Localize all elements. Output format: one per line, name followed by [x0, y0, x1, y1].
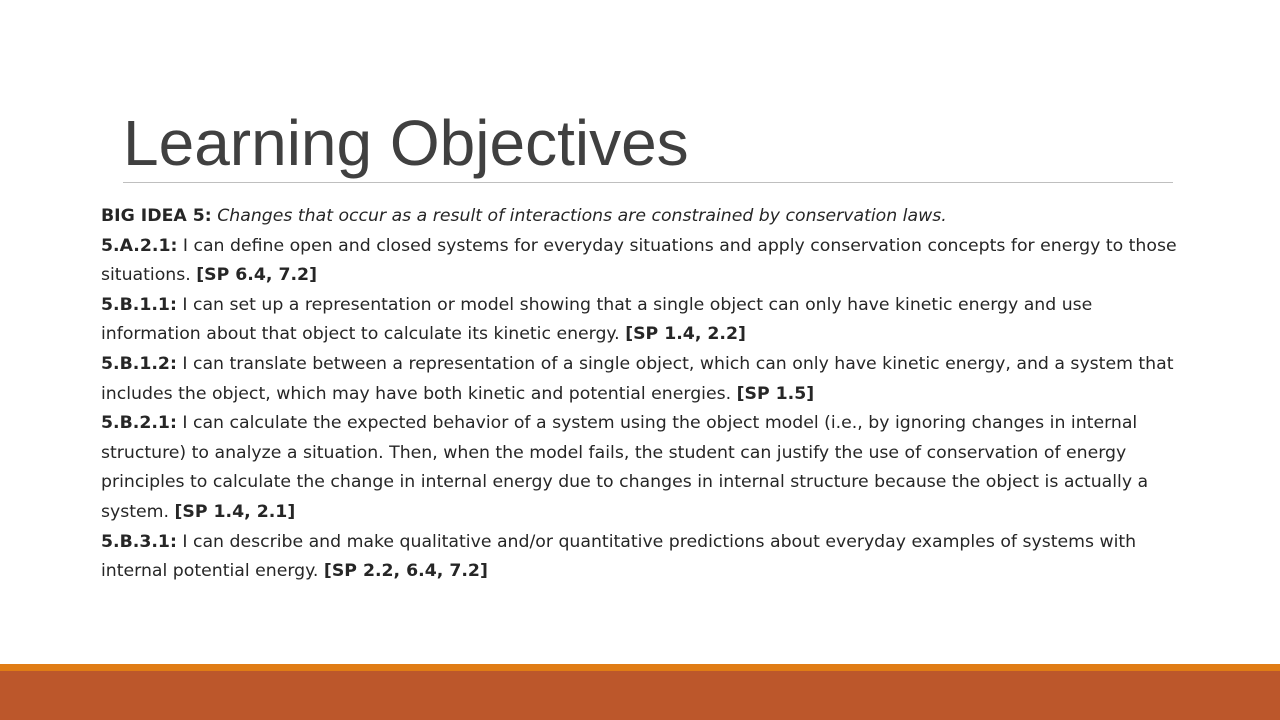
objective-item	[101, 528, 1181, 587]
objective-item	[101, 232, 1181, 291]
objective-code: 5.A.2.1:	[101, 235, 178, 256]
objective-text: I can translate between a representation of a single object, which can only have kinetic energy, and a system that includes the object, which may have both kinetic and potential energies.	[101, 353, 1174, 404]
objective-reference: [SP 1.5]	[736, 383, 815, 404]
objective-reference: [SP 6.4, 7.2]	[196, 265, 317, 286]
objective-code: 5.B.1.2:	[101, 353, 177, 374]
slide-title: Learning Objectives	[123, 107, 689, 179]
objective-code: 5.B.3.1:	[101, 531, 177, 552]
objective-code: 5.B.1.1:	[101, 294, 177, 315]
objective-reference: [SP 2.2, 6.4, 7.2]	[323, 561, 488, 582]
objective-item	[101, 350, 1181, 409]
objective-text: I can calculate the expected behavior of a system using the object model (i.e., by ignoring changes in internal structure) to analyze a situation. Then, when the model fails, the student can justify the use of conservation of energy principles to calculate the change in internal energy due to changes in internal structure because the object is actually a system.	[101, 413, 1149, 522]
objective-reference: [SP 1.4, 2.2]	[625, 324, 746, 345]
objective-code: 5.B.2.1:	[101, 413, 177, 434]
objective-text: I can set up a representation or model showing that a single object can only have kinetic energy and use information about that object to calculate its kinetic energy.	[101, 294, 1093, 345]
footer-accent-bar	[0, 664, 1280, 671]
objective-reference: [SP 1.4, 2.1]	[174, 501, 296, 522]
objectives-list	[101, 202, 1181, 587]
objective-text: I can describe and make qualitative and/or quantitative predictions about everyday examples of systems with internal potential energy.	[101, 531, 1137, 582]
objective-text: Changes that occur as a result of interactions are constrained by conservation laws.	[217, 206, 947, 226]
footer-bar	[0, 671, 1280, 720]
title-divider	[123, 182, 1173, 183]
objective-code: BIG IDEA 5:	[101, 206, 212, 226]
objective-item	[101, 409, 1181, 527]
big-idea-item	[101, 202, 1181, 232]
objective-item	[101, 291, 1181, 350]
objective-text: I can define open and closed systems for everyday situations and apply conservation concepts for energy to those situations.	[101, 235, 1177, 286]
